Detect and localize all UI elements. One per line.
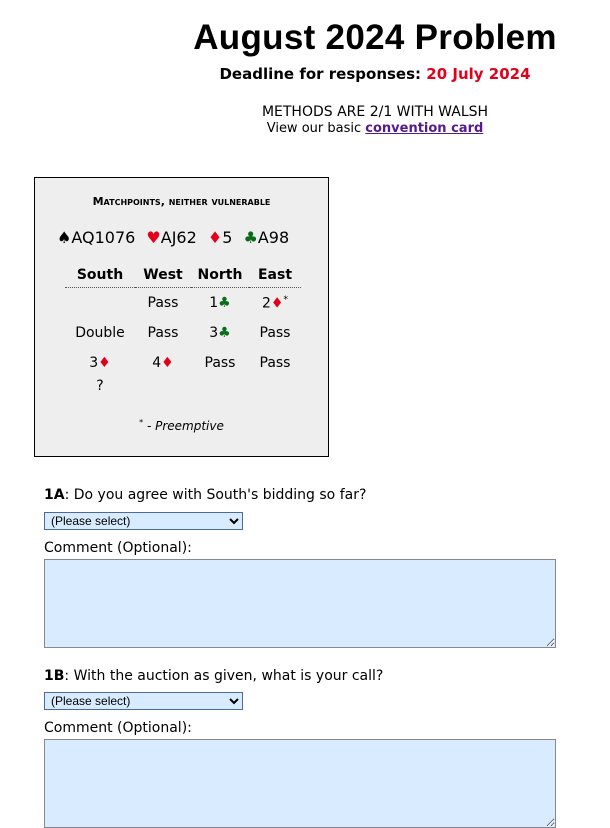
spade-holding: AQ1076	[71, 228, 136, 247]
question-1a-id: 1A	[44, 487, 65, 503]
heart-icon: ♥	[146, 228, 161, 247]
auction-cell-empty	[65, 288, 135, 319]
auction-cell	[249, 288, 301, 319]
deadline	[160, 65, 590, 83]
auction-cell	[191, 288, 249, 319]
heart-holding: AJ62	[160, 228, 197, 247]
question-1b-text: : With the auction as given, what is your call?	[64, 668, 384, 684]
club-icon: ♣	[218, 295, 231, 311]
auction-row	[65, 288, 301, 319]
bid-level: 3	[89, 355, 99, 371]
auction-cell: Pass	[204, 355, 236, 371]
diamond-holding: 5	[222, 228, 233, 247]
auction-cell	[191, 318, 249, 348]
diamond-icon: ♦	[207, 228, 223, 247]
auction-header-row	[65, 264, 301, 288]
auction-row	[65, 318, 301, 348]
auction-cell: Pass	[147, 325, 179, 341]
page-title: August 2024 Problem	[193, 18, 557, 57]
question-1b-select[interactable]	[44, 692, 243, 710]
auction-header-west: West	[135, 264, 191, 288]
question-1a-select[interactable]	[44, 512, 243, 530]
club-holding: A98	[257, 228, 290, 247]
diamond-icon: ♦	[161, 355, 174, 371]
diamond-icon: ♦	[270, 295, 284, 312]
auction-cell	[135, 348, 191, 378]
auction-table	[65, 264, 301, 394]
auction-cell-empty	[191, 378, 249, 394]
question-1a-text: : Do you agree with South's bidding so far?	[64, 487, 367, 503]
auction-cell	[65, 348, 135, 378]
bid-level: 4	[152, 355, 162, 371]
bid-level: 2	[262, 295, 271, 312]
auction-header-north: North	[191, 264, 249, 288]
convention-prefix: View our basic	[266, 121, 362, 136]
auction-row	[65, 378, 301, 394]
footnote-mark: *	[139, 418, 144, 427]
auction-cell-question: ?	[96, 378, 104, 394]
footnote	[35, 418, 328, 433]
auction-cell-empty	[249, 378, 301, 394]
spade-icon: ♠	[57, 228, 72, 247]
convention-line	[160, 121, 590, 136]
auction-header-south: South	[65, 264, 135, 288]
bid-level: 3	[209, 325, 219, 341]
auction-header-east: East	[249, 264, 301, 288]
convention-card-link[interactable]: convention card	[365, 121, 484, 136]
question-1b-comment-field[interactable]	[44, 739, 556, 828]
auction-cell: Pass	[259, 355, 291, 371]
conditions: Matchpoints, neither vulnerable	[92, 195, 271, 208]
auction-cell-empty	[135, 378, 191, 394]
question-1a-comment-label: Comment (Optional):	[44, 540, 192, 556]
alert-mark: *	[283, 294, 288, 305]
deadline-label: Deadline for responses:	[219, 65, 422, 83]
question-1a-comment-field[interactable]	[44, 559, 556, 648]
club-icon: ♣	[243, 228, 258, 247]
question-1b-comment-label: Comment (Optional):	[44, 720, 192, 736]
auction-cell: Double	[75, 325, 125, 341]
question-1b-id: 1B	[44, 668, 65, 684]
question-1b-label	[44, 668, 383, 684]
club-icon: ♣	[218, 325, 231, 341]
bid-level: 1	[209, 295, 219, 311]
question-1a-label	[44, 487, 366, 503]
deadline-date: 20 July 2024	[426, 65, 531, 83]
methods-note: METHODS ARE 2/1 WITH WALSH	[261, 104, 489, 120]
south-hand	[57, 228, 289, 247]
problem-box	[34, 177, 329, 457]
auction-row	[65, 348, 301, 378]
footnote-text: - Preemptive	[143, 419, 224, 433]
auction-cell: Pass	[147, 295, 179, 311]
auction-cell: Pass	[259, 325, 291, 341]
diamond-icon: ♦	[98, 355, 111, 371]
